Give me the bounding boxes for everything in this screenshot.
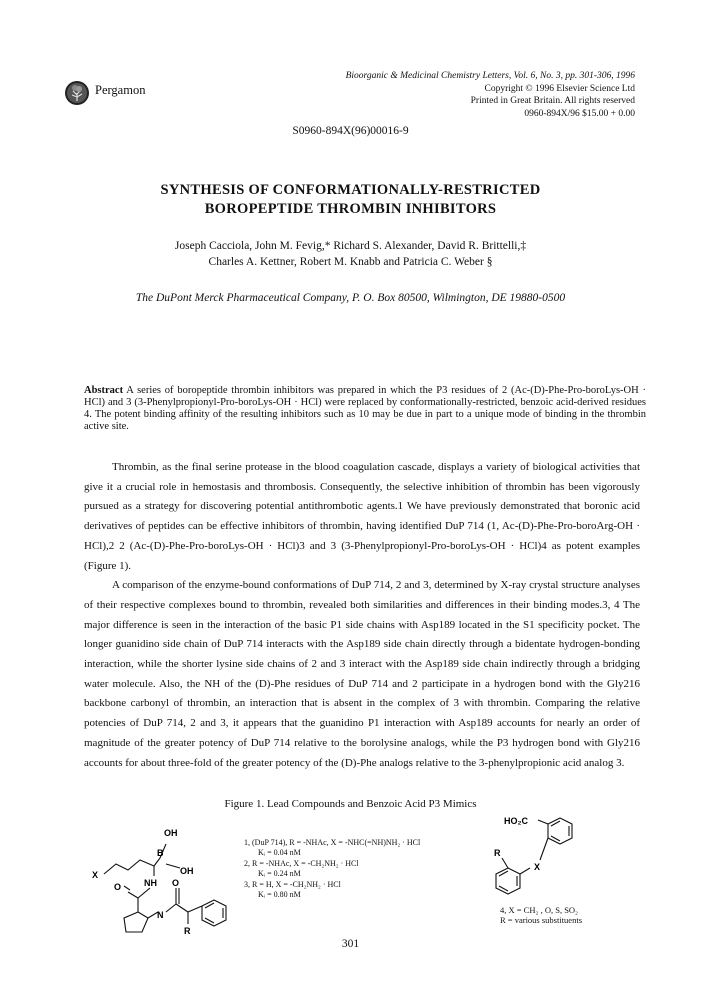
label-o1: O [114,882,122,892]
journal-citation: Bioorganic & Medicinal Chemistry Letters, Vol. 6, No. 3, pp. 301-306, 1996 [345,71,635,81]
article-identifier: S0960-894X(96)00016-9 [292,125,409,137]
compound-list [244,838,420,900]
journal-info [346,70,635,120]
paragraph-2: A comparison of the enzyme-bound conformations of DuP 714, 2 and 3, determined by X-ray crystal structure analyses of their respective complexes bound to thrombin, revealed both similarities and differences in their binding modes.3, 4 The major difference is seen in the interaction of the basic P1 side chains with Asp189 located in the S1 specificity pocket. The longer guanidino side chain of DuP 714 interacts with the Asp189 side chain directly through a bidentate hydrogen-bonding interaction, while the shorter lysine side chains of 2 and 3 interact with the Asp189 side chain indirectly through a bridging water molecule. Also, the NH of the (D)-Phe residues of DuP 714 and 2 participate in a hydrogen bond with the Gly216 backbone carbonyl of thrombin, an interaction that is absent in the complex of 3 with thrombin. Comparing the relative potencies of DuP 714, 2 and 3, it appears that the guanidino P1 interaction with Asp189 accounts for nearly an order of magnitude of the greater potency of DuP 714 relative to the borolysine analogs, while the P3 hydrogen bond with Gly216 accounts for about three-fold of the greater potency of the (D)-Phe analogs relative to the 3-phenylpropionic acid analog 3. [84,579,640,769]
label-ho2c: HO₂C [504,816,528,826]
label-b: B [157,848,164,858]
authors-line-1: Joseph Cacciola, John M. Fevig,* Richard S. Alexander, David R. Brittelli,‡ [174,240,527,252]
copyright-line: Copyright © 1996 Elsevier Science Ltd [484,83,635,94]
compound-2-ki: Kᵢ = 0.24 nM [258,869,301,879]
affiliation: The DuPont Merck Pharmaceutical Company, P. O. Box 80500, Wilmington, DE 19880-0500 [135,292,566,304]
label-x: X [92,870,99,880]
body-text [84,458,640,773]
label-x-right: X [534,862,541,872]
printed-line: Printed in Great Britain. All rights reserved [470,96,635,106]
title-line-2: BOROPEPTIDE THROMBIN INHIBITORS [204,201,497,217]
abstract [84,385,646,433]
abstract-label: Abstract [84,385,124,396]
label-o2: O [172,878,180,888]
label-r: R [184,926,191,936]
figure-caption: Figure 1. Lead Compounds and Benzoic Acid P3 Mimics [224,798,477,810]
page-number: 301 [341,938,360,950]
label-n: N [157,910,164,920]
author-list [0,238,701,270]
issn-line: 0960-894X/96 $15.00 + 0.00 [524,108,635,119]
article-title [0,181,701,219]
compound-2-desc: 2, R = -NHAc, X = -CH₂NH₂ · HCl [244,858,359,868]
mimic-caption-line-1: 4, X = CH₂ , O, S, SO₂ [500,905,579,915]
paragraph-1: Thrombin, as the final serine protease in the blood coagulation cascade, displays a variety of biological activities that give it a crucial role in hemostasis and thrombosis. Consequently, the selective inhibition of thrombin has been vigorously pursued as a strategy for discovering potential antithrombotic agents.1 We have previously demonstrated that boronic acid derivatives of peptides can be effective inhibitors of thrombin, having identified DuP 714 (1, Ac-(D)-Phe-Pro-boroArg-OH · HCl),2 2 (Ac-(D)-Phe-Pro-boroLys-OH · HCl)3 and 3 (3-Phenylpropionyl-Pro-boroLys-OH · HCl)4 as potent examples (Figure 1). [84,461,640,572]
compound-1-desc: 1, (DuP 714), R = -NHAc, X = -NHC(=NH)NH₂ · HCl [244,838,421,847]
label-oh: OH [180,866,194,876]
label-r-right: R [494,848,501,858]
title-line-1: SYNTHESIS OF CONFORMATIONALLY-RESTRICTED [160,182,541,198]
authors-line-2: Charles A. Kettner, Robert M. Knabb and Patricia C. Weber § [208,256,493,268]
label-oh-top: OH [164,828,178,838]
compound-3-ki: Kᵢ = 0.80 nM [258,890,301,900]
elsevier-tree-logo [64,80,90,106]
compound-1-ki: Kᵢ = 0.04 nM [258,848,301,858]
publisher-name: Pergamon [95,83,146,97]
mimic-caption [500,905,582,925]
compound-3-desc: 3, R = H, X = -CH₂NH₂ · HCl [244,879,341,889]
lead-compound-structure [84,818,234,938]
benzoic-acid-mimic-structure [490,812,610,907]
abstract-text: A series of boropeptide thrombin inhibitors was prepared in which the P3 residues of 2 (Ac-(D)-Phe-Pro-boroLys-OH · HCl) and 3 (3-Phenylpropionyl-Pro-boroLys-OH · HCl) were replaced by conformationally-restricted, benzoic acid-derived residues 4. The potent binding affinity of the resulting inhibitors such as 10 may be due in part to a unique mode of binding in the thrombin active site. [84,385,646,432]
mimic-caption-line-2: R = various substituents [500,915,583,925]
label-nh: NH [144,878,157,888]
